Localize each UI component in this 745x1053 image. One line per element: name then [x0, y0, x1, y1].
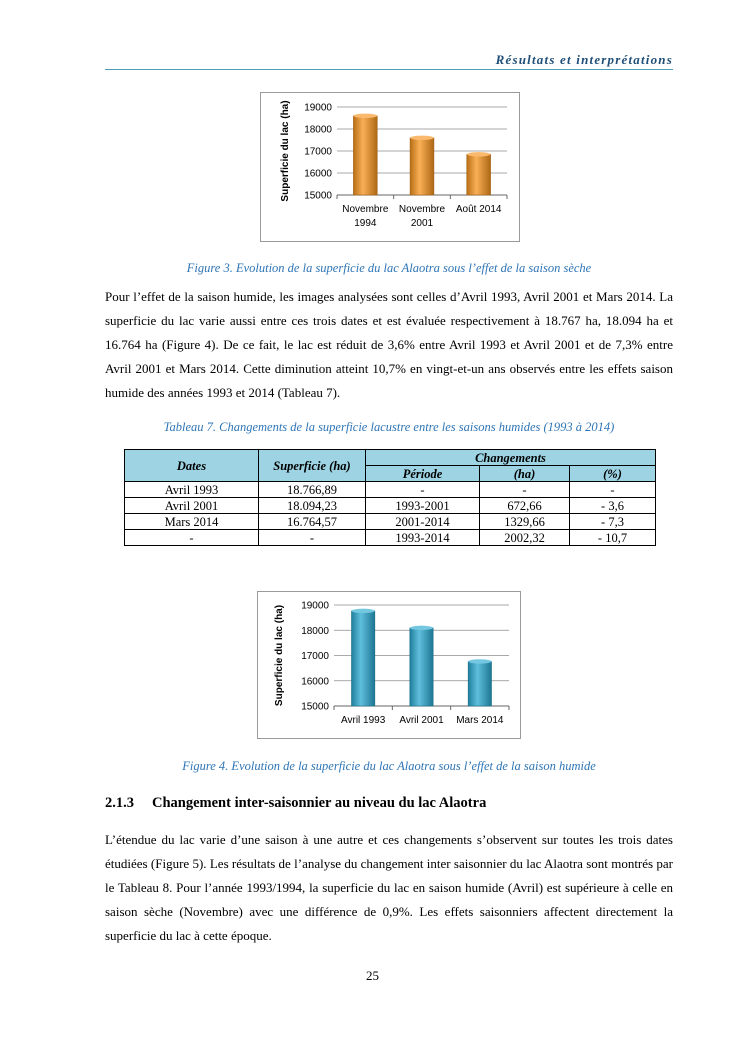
header-rule	[105, 69, 673, 70]
bar-cap	[410, 136, 434, 140]
table7-header-superficie: Superficie (ha)	[259, 450, 366, 482]
x-tick-label: Novembre	[342, 204, 389, 215]
section-number: 2.1.3	[105, 795, 134, 811]
table-cell: - 10,7	[570, 530, 656, 546]
bar	[352, 611, 375, 706]
paragraph-saison-humide: Pour l’effet de la saison humide, les images analysées sont celles d’Avril 1993, Avril 2001 et Mars 2014. La superficie du lac varie aussi entre ces trois dates et est évaluée respectivement à 18.767 ha, 18.094 ha et 16.764 ha (Figure 4). De ce fait, le lac est réduit de 3,6% entre Avril 1993 et Avril 2001 et de 7,3% entre Avril 2001 et Mars 2014. Cette diminution atteint 10,7% en vingt-et-un ans observés entre les effets saison humide des années 1993 et 2014 (Tableau 7).	[105, 289, 673, 400]
table-row	[125, 530, 656, 546]
table-cell: -	[366, 482, 480, 498]
table7-header-ha: (ha)	[480, 466, 570, 482]
table-cell: 18.094,23	[259, 498, 366, 514]
section-heading	[105, 795, 486, 812]
table-cell: -	[570, 482, 656, 498]
bar	[353, 116, 377, 195]
y-tick-label: 15000	[304, 190, 332, 202]
table-cell: 1993-2014	[366, 530, 480, 546]
x-tick-label: 2001	[410, 218, 434, 229]
table-cell: Avril 1993	[125, 482, 259, 498]
bar-cap	[352, 609, 375, 613]
bar-cap	[468, 659, 491, 663]
figure3-chart	[260, 92, 520, 242]
table-cell: - 3,6	[570, 498, 656, 514]
y-axis-title: Superficie du lac (ha)	[280, 100, 291, 202]
x-tick-label: Mars 2014	[456, 715, 504, 726]
section-title: Changement inter-saisonnier au niveau du lac Alaotra	[152, 795, 487, 811]
bar-cap	[353, 114, 377, 118]
table7-header-periode: Période	[366, 466, 480, 482]
table-cell: 672,66	[480, 498, 570, 514]
running-header: Résultats et interprétations	[495, 52, 673, 67]
y-tick-label: 17000	[301, 651, 329, 662]
bar	[410, 138, 434, 195]
table-cell: 1329,66	[480, 514, 570, 530]
table-cell: - 7,3	[570, 514, 656, 530]
table-cell: -	[259, 530, 366, 546]
table-cell: 16.764,57	[259, 514, 366, 530]
table-row	[125, 482, 656, 498]
bar-cap	[410, 626, 433, 630]
table-row	[125, 514, 656, 530]
bar	[410, 628, 433, 706]
x-tick-label: Avril 1993	[341, 715, 386, 726]
table-cell: -	[480, 482, 570, 498]
y-tick-label: 19000	[304, 102, 332, 114]
table7-header-changements: Changements	[366, 450, 656, 466]
table7	[124, 449, 656, 546]
y-axis-title: Superficie du lac (ha)	[274, 604, 285, 707]
bar	[467, 154, 491, 195]
table7-header-pct: (%)	[570, 466, 656, 482]
y-tick-label: 18000	[304, 124, 332, 136]
paragraph-inter-saisonnier: L’étendue du lac varie d’une saison à une autre et ces changements s’observent sur toutes les trois dates étudiées (Figure 5). Les résultats de l’analyse du changement inter saisonnier du lac Alaotra sont montrés par le Tableau 8. Pour l’année 1993/1994, la superficie du lac en saison humide (Avril) est supérieure à celle en saison sèche (Novembre) avec une différence de 0,9%. Les effets saisonniers affectent directement la superficie du lac à cette époque.	[105, 832, 673, 943]
figure4-chart-svg	[258, 592, 520, 738]
table-cell: 1993-2001	[366, 498, 480, 514]
table7-header-dates: Dates	[125, 450, 259, 482]
table-row	[125, 498, 656, 514]
figure3-chart-svg	[261, 93, 519, 241]
table-cell: 18.766,89	[259, 482, 366, 498]
y-tick-label: 16000	[304, 168, 332, 180]
x-tick-label: Avril 2001	[399, 715, 444, 726]
x-tick-label: 1994	[354, 218, 377, 229]
table7-caption: Tableau 7. Changements de la superficie lacustre entre les saisons humides (1993 à 2014)	[163, 420, 615, 434]
y-tick-label: 16000	[301, 676, 329, 688]
table-cell: Mars 2014	[125, 514, 259, 530]
y-tick-label: 19000	[301, 600, 329, 612]
y-tick-label: 17000	[304, 146, 332, 158]
table-cell: -	[125, 530, 259, 546]
page-number: 25	[366, 968, 379, 983]
figure3-caption: Figure 3. Evolution de la superficie du lac Alaotra sous l’effet de la saison sèche	[186, 261, 592, 275]
figure4-chart	[257, 591, 521, 739]
y-tick-label: 18000	[301, 625, 329, 637]
table-cell: 2001-2014	[366, 514, 480, 530]
bar-cap	[467, 152, 491, 156]
table-cell: 2002,32	[480, 530, 570, 546]
bar	[468, 661, 491, 706]
x-tick-label: Août 2014	[455, 204, 502, 215]
x-tick-label: Novembre	[398, 204, 446, 215]
table-cell: Avril 2001	[125, 498, 259, 514]
figure4-caption: Figure 4. Evolution de la superficie du lac Alaotra sous l’effet de la saison humide	[182, 759, 596, 773]
y-tick-label: 15000	[301, 701, 329, 713]
